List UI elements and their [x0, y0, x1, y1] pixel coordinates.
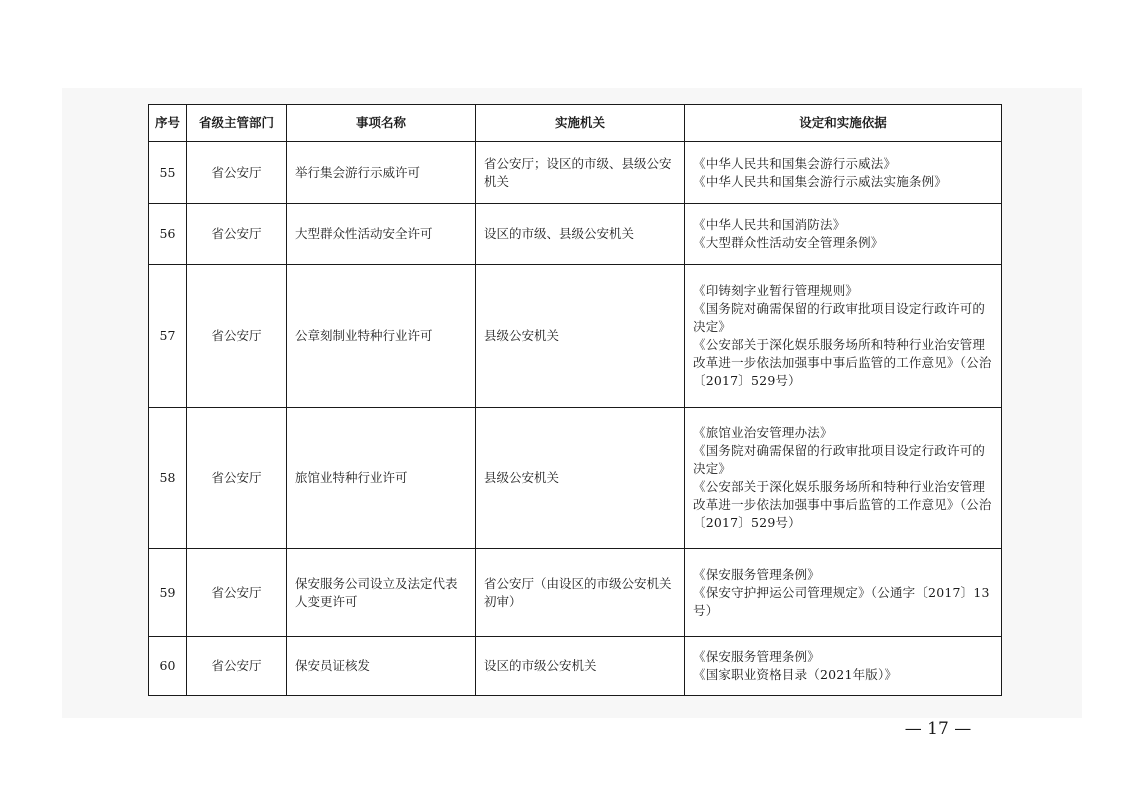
row-number: 60	[149, 637, 187, 696]
basis-line: 《国家职业资格目录（2021年版）》	[693, 667, 898, 682]
basis-line: 《中华人民共和国消防法》	[693, 217, 846, 232]
row-item-name: 旅馆业特种行业许可	[287, 408, 476, 549]
row-department: 省公安厅	[187, 408, 287, 549]
row-authority: 县级公安机关	[476, 265, 685, 408]
row-number: 59	[149, 549, 187, 637]
basis-line: 《公安部关于深化娱乐服务场所和特种行业治安管理改革进一步依法加强事中事后监管的工作意见》（公治〔2017〕529号）	[693, 337, 992, 388]
row-legal-basis	[685, 204, 1002, 265]
basis-line: 《公安部关于深化娱乐服务场所和特种行业治安管理改革进一步依法加强事中事后监管的工作意见》（公治〔2017〕529号）	[693, 479, 992, 530]
table-row	[149, 637, 1002, 696]
table-row	[149, 204, 1002, 265]
row-legal-basis	[685, 265, 1002, 408]
row-department: 省公安厅	[187, 637, 287, 696]
row-legal-basis	[685, 408, 1002, 549]
header-legal-basis: 设定和实施依据	[685, 105, 1002, 142]
basis-line: 《国务院对确需保留的行政审批项目设定行政许可的决定》	[693, 443, 986, 476]
row-authority: 设区的市级、县级公安机关	[476, 204, 685, 265]
row-item-name: 公章刻制业特种行业许可	[287, 265, 476, 408]
table-row	[149, 142, 1002, 204]
basis-line: 《印铸刻字业暂行管理规则》	[693, 283, 859, 298]
row-item-name: 大型群众性活动安全许可	[287, 204, 476, 265]
table-header-row	[149, 105, 1002, 142]
row-department: 省公安厅	[187, 204, 287, 265]
basis-line: 《大型群众性活动安全管理条例》	[693, 235, 884, 250]
table-row	[149, 408, 1002, 549]
row-department: 省公安厅	[187, 549, 287, 637]
basis-line: 《保安服务管理条例》	[693, 649, 821, 664]
row-authority: 县级公安机关	[476, 408, 685, 549]
page-number: — 17 —	[904, 719, 972, 739]
row-item-name: 保安服务公司设立及法定代表人变更许可	[287, 549, 476, 637]
header-implementing-authority: 实施机关	[476, 105, 685, 142]
row-number: 57	[149, 265, 187, 408]
row-legal-basis	[685, 142, 1002, 204]
permit-items-table	[148, 104, 1002, 696]
row-legal-basis	[685, 637, 1002, 696]
basis-line: 《旅馆业治安管理办法》	[693, 425, 833, 440]
table-row	[149, 265, 1002, 408]
basis-line: 《国务院对确需保留的行政审批项目设定行政许可的决定》	[693, 301, 986, 334]
basis-line: 《保安服务管理条例》	[693, 566, 821, 582]
row-number: 55	[149, 142, 187, 204]
row-authority: 设区的市级公安机关	[476, 637, 685, 696]
row-number: 56	[149, 204, 187, 265]
basis-line: 《中华人民共和国集会游行示威法》	[693, 155, 897, 171]
basis-line: 《保安守护押运公司管理规定》（公通字〔2017〕13号）	[693, 584, 990, 618]
row-department: 省公安厅	[187, 265, 287, 408]
basis-line: 《中华人民共和国集会游行示威法实施条例》	[693, 173, 948, 189]
row-legal-basis	[685, 549, 1002, 637]
row-department: 省公安厅	[187, 142, 287, 204]
row-item-name: 举行集会游行示威许可	[287, 142, 476, 204]
row-authority: 省公安厅（由设区的市级公安机关初审）	[476, 549, 685, 637]
header-item-name: 事项名称	[287, 105, 476, 142]
header-department: 省级主管部门	[187, 105, 287, 142]
header-serial-number: 序号	[149, 105, 187, 142]
row-number: 58	[149, 408, 187, 549]
table-row	[149, 549, 1002, 637]
row-item-name: 保安员证核发	[287, 637, 476, 696]
row-authority: 省公安厅；设区的市级、县级公安机关	[476, 142, 685, 204]
